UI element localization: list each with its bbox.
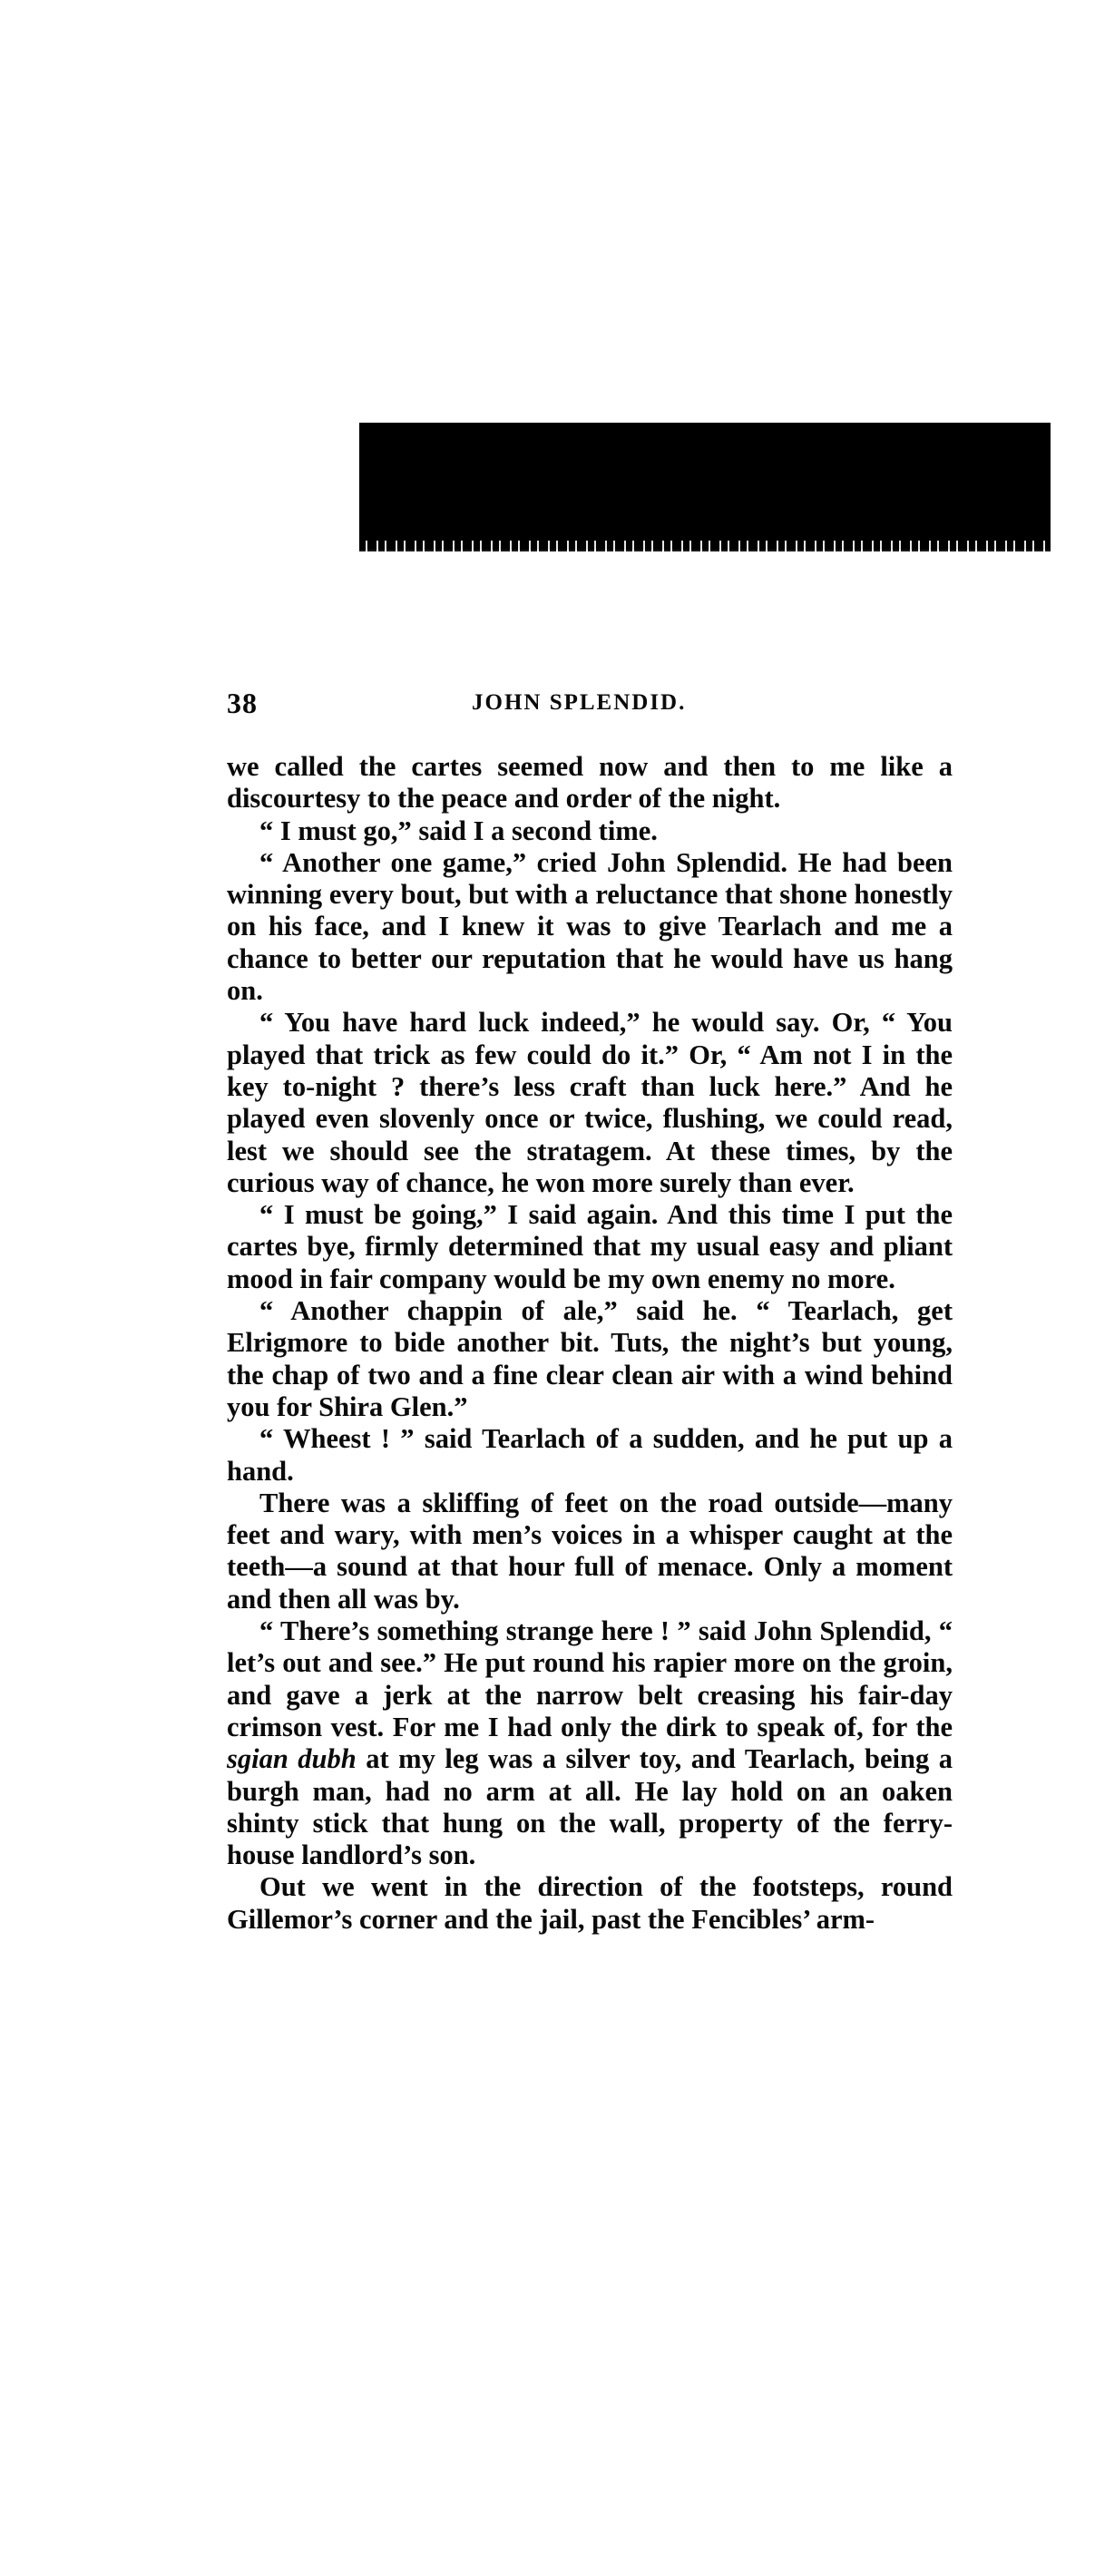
paragraph-10: Out we went in the direction of the footsteps, round Gillemor’s corner and the jail, past the Fencibles’ arm- <box>227 1871 953 1935</box>
running-title: JOHN SPLENDID. <box>472 690 687 715</box>
paragraph-5: “ I must be going,” I said again. And this time I put the cartes bye, firmly determined that my usual easy and pliant mood in fair company would be my own enemy no more. <box>227 1199 953 1294</box>
running-head <box>227 687 953 727</box>
paragraph-9-part-1: “ There’s something strange here ! ” said John Splendid, “ let’s out and see.” He put round his rapier more on the groin, and gave a jerk at the narrow belt creasing his fair-day crimson vest. For me I had only the dirk to speak of, for the <box>227 1615 953 1742</box>
paragraph-3: “ Another one game,” cried John Splendid. He had been winning every bout, but with a reluctance that shone honestly on his face, and I knew it was to give Tearlach and me a chance to better our reputation that he would have us hang on. <box>227 846 953 1007</box>
paragraph-8: There was a skliffing of feet on the road outside—many feet and wary, with men’s voices in a whisper caught at the teeth—a sound at that hour full of menace. Only a moment and then all was by. <box>227 1487 953 1615</box>
paragraph-1: we called the cartes seemed now and then to me like a discourtesy to the peace and order of the night. <box>227 751 953 815</box>
paragraph-9 <box>227 1615 953 1871</box>
paragraph-2: “ I must go,” said I a second time. <box>259 815 658 846</box>
page-number: 38 <box>227 687 258 719</box>
paragraph-9-part-2: at my leg was a silver toy, and Tearlach, being a burgh man, had no arm at all. He lay hold on an oaken shinty stick that hung on the wall, property of the ferry-house landlord’s son. <box>227 1743 953 1871</box>
paragraph-6: “ Another chappin of ale,” said he. “ Tearlach, get Elrigmore to bide another bit. Tuts, the night’s but young, the chap of two and a fine clear clean air with a wind behind you for Shira Glen.” <box>227 1295 953 1422</box>
paragraph-7: “ Wheest ! ” said Tearlach of a sudden, and he put up a hand. <box>227 1423 953 1487</box>
italic-phrase: sgian dubh <box>227 1743 357 1775</box>
body-text <box>227 751 953 1936</box>
band-fray-edge <box>359 541 1051 551</box>
redaction-band <box>359 423 1051 550</box>
paragraph-4: “ You have hard luck indeed,” he would say. Or, “ You played that trick as few could do it.” Or, “ Am not I in the key to-night ? there’s less craft than luck here.” And he played even slovenly once or twice, flushing, we could read, lest we should see the stratagem. At these times, by the curious way of chance, he won more surely than ever. <box>227 1007 953 1198</box>
